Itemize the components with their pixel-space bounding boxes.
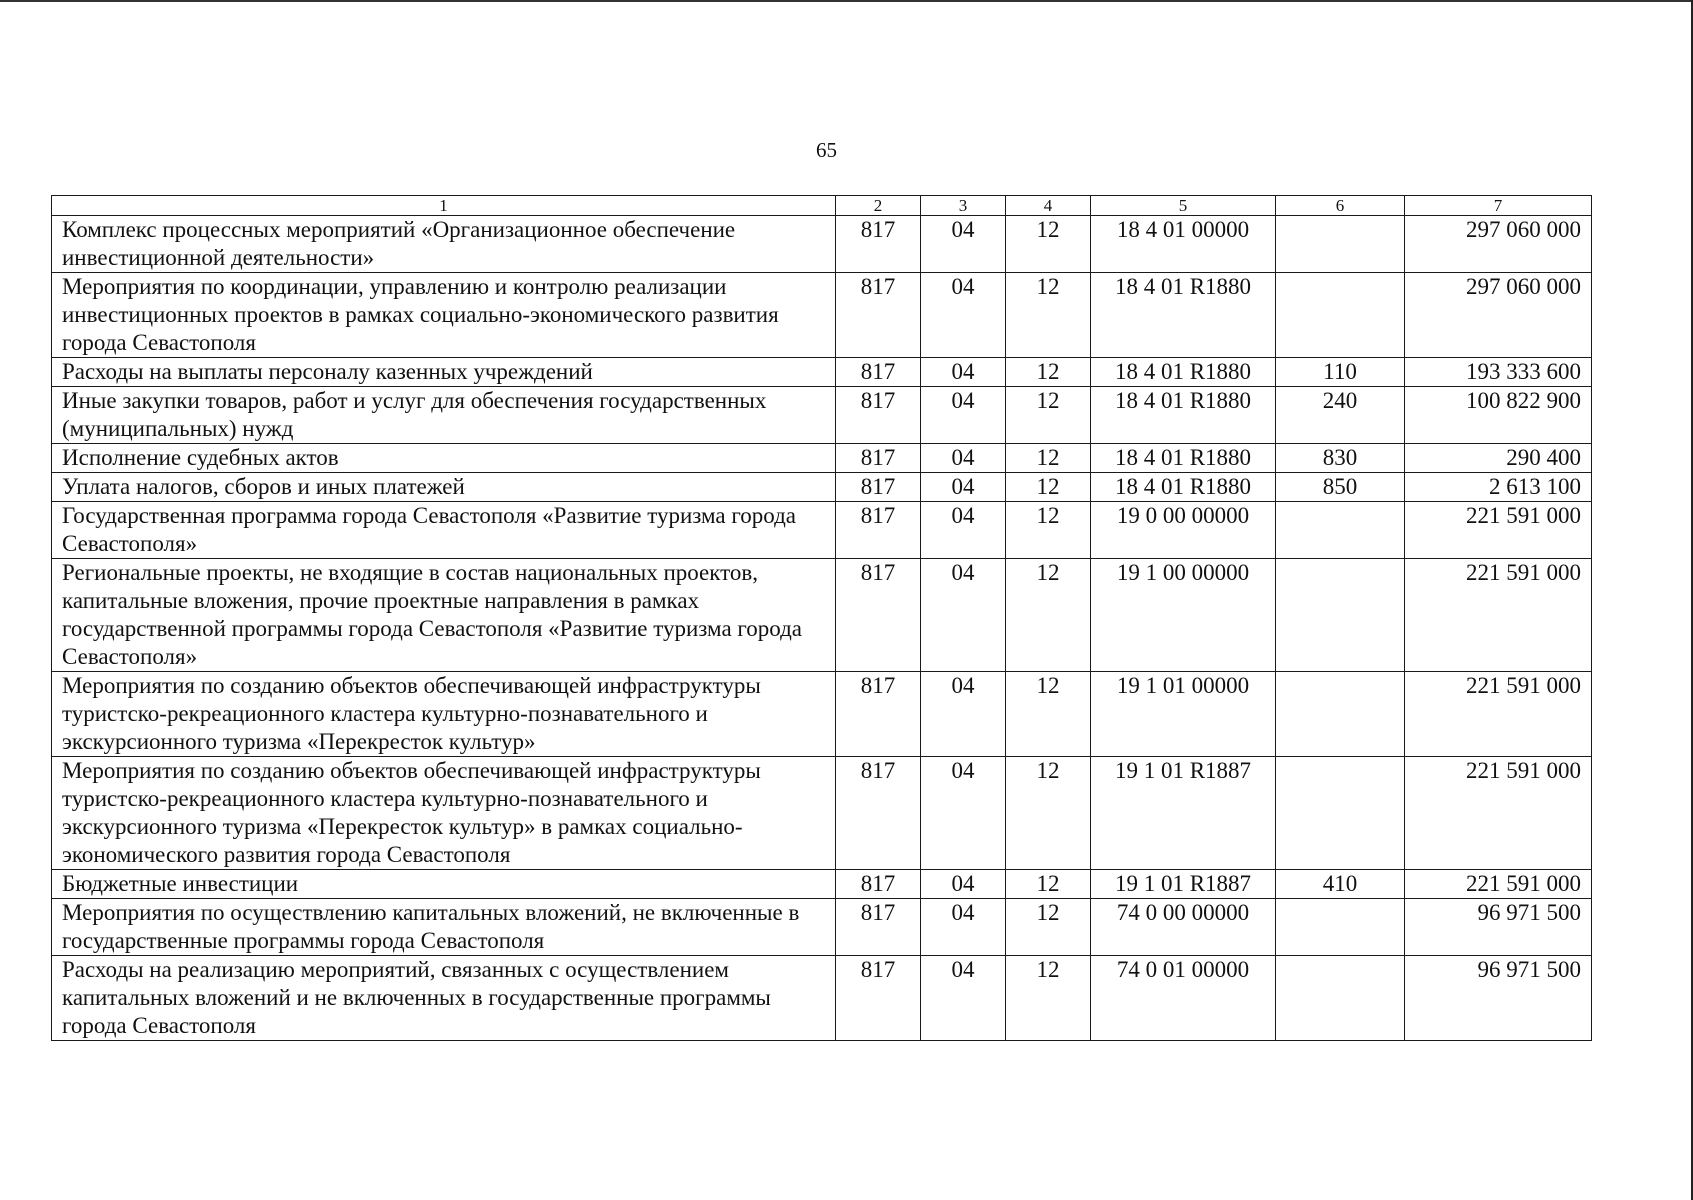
cell-col-6: 830: [1276, 444, 1405, 473]
cell-col-5: 19 1 01 00000: [1091, 672, 1276, 757]
cell-col-7: 221 591 000: [1405, 502, 1592, 559]
cell-name: Комплекс процессных мероприятий «Организационное обеспечение инвестиционной деятельности»: [52, 216, 836, 273]
cell-col-4: 12: [1006, 358, 1091, 387]
table-row: [52, 273, 1592, 358]
cell-name: Мероприятия по координации, управлению и контролю реализации инвестиционных проектов в рамках социально-экономического развития города Севастополя: [52, 273, 836, 358]
budget-table: [51, 195, 1592, 1041]
cell-col-6: 110: [1276, 358, 1405, 387]
cell-col-3: 04: [921, 216, 1006, 273]
cell-col-5: 19 0 00 00000: [1091, 502, 1276, 559]
table-row: [52, 502, 1592, 559]
table-header-row: [52, 196, 1592, 216]
cell-col-5: 19 1 00 00000: [1091, 559, 1276, 672]
cell-col-3: 04: [921, 559, 1006, 672]
table-row: [52, 757, 1592, 870]
table-row: [52, 473, 1592, 502]
cell-col-2: 817: [836, 502, 921, 559]
cell-col-2: 817: [836, 757, 921, 870]
cell-col-2: 817: [836, 444, 921, 473]
cell-col-4: 12: [1006, 757, 1091, 870]
cell-col-3: 04: [921, 870, 1006, 899]
cell-col-4: 12: [1006, 473, 1091, 502]
cell-col-5: 74 0 00 00000: [1091, 899, 1276, 956]
cell-col-2: 817: [836, 672, 921, 757]
cell-col-6: [1276, 216, 1405, 273]
cell-col-5: 19 1 01 R1887: [1091, 757, 1276, 870]
cell-col-3: 04: [921, 444, 1006, 473]
cell-col-3: 04: [921, 358, 1006, 387]
cell-col-3: 04: [921, 502, 1006, 559]
cell-name: Государственная программа города Севастополя «Развитие туризма города Севастополя»: [52, 502, 836, 559]
header-col-6: 6: [1276, 196, 1405, 216]
cell-col-4: 12: [1006, 672, 1091, 757]
cell-col-7: 96 971 500: [1405, 956, 1592, 1041]
cell-col-4: 12: [1006, 899, 1091, 956]
cell-col-4: 12: [1006, 444, 1091, 473]
cell-col-7: 221 591 000: [1405, 559, 1592, 672]
cell-col-5: 18 4 01 R1880: [1091, 273, 1276, 358]
cell-col-2: 817: [836, 956, 921, 1041]
header-col-4: 4: [1006, 196, 1091, 216]
cell-name: Расходы на выплаты персоналу казенных учреждений: [52, 358, 836, 387]
cell-col-4: 12: [1006, 559, 1091, 672]
cell-col-5: 18 4 01 00000: [1091, 216, 1276, 273]
cell-col-7: 100 822 900: [1405, 387, 1592, 444]
cell-col-6: [1276, 899, 1405, 956]
cell-col-7: 2 613 100: [1405, 473, 1592, 502]
cell-name: Мероприятия по осуществлению капитальных вложений, не включенные в государственные программы города Севастополя: [52, 899, 836, 956]
cell-col-7: 96 971 500: [1405, 899, 1592, 956]
cell-col-5: 19 1 01 R1887: [1091, 870, 1276, 899]
cell-col-3: 04: [921, 473, 1006, 502]
cell-col-5: 18 4 01 R1880: [1091, 387, 1276, 444]
cell-col-7: 290 400: [1405, 444, 1592, 473]
cell-col-5: 74 0 01 00000: [1091, 956, 1276, 1041]
cell-name: Региональные проекты, не входящие в состав национальных проектов, капитальные вложения, прочие проектные направления в рамках государственной программы города Севастополя «Развитие туризма города Севастополя»: [52, 559, 836, 672]
cell-col-7: 221 591 000: [1405, 757, 1592, 870]
cell-name: Расходы на реализацию мероприятий, связанных с осуществлением капитальных вложений и не включенных в государственные программы города Севастополя: [52, 956, 836, 1041]
cell-col-7: 297 060 000: [1405, 216, 1592, 273]
table-row: [52, 358, 1592, 387]
cell-col-3: 04: [921, 899, 1006, 956]
header-col-7: 7: [1405, 196, 1592, 216]
cell-name: Мероприятия по созданию объектов обеспечивающей инфраструктуры туристско-рекреационного кластера культурно-познавательного и экскурсионного туризма «Перекресток культур»: [52, 672, 836, 757]
cell-col-4: 12: [1006, 502, 1091, 559]
table-row: [52, 444, 1592, 473]
table-row: [52, 559, 1592, 672]
cell-name: Исполнение судебных актов: [52, 444, 836, 473]
cell-col-4: 12: [1006, 387, 1091, 444]
cell-col-7: 221 591 000: [1405, 870, 1592, 899]
cell-name: Бюджетные инвестиции: [52, 870, 836, 899]
cell-col-2: 817: [836, 870, 921, 899]
cell-col-2: 817: [836, 559, 921, 672]
cell-col-2: 817: [836, 899, 921, 956]
cell-col-2: 817: [836, 216, 921, 273]
table-row: [52, 672, 1592, 757]
cell-name: Уплата налогов, сборов и иных платежей: [52, 473, 836, 502]
cell-col-7: 297 060 000: [1405, 273, 1592, 358]
cell-col-6: [1276, 502, 1405, 559]
cell-col-2: 817: [836, 273, 921, 358]
cell-col-6: 240: [1276, 387, 1405, 444]
table-row: [52, 956, 1592, 1041]
cell-col-2: 817: [836, 358, 921, 387]
cell-col-4: 12: [1006, 216, 1091, 273]
cell-col-6: [1276, 956, 1405, 1041]
table-body: [52, 216, 1592, 1041]
cell-col-6: 410: [1276, 870, 1405, 899]
cell-col-5: 18 4 01 R1880: [1091, 444, 1276, 473]
cell-col-6: [1276, 559, 1405, 672]
table-row: [52, 216, 1592, 273]
cell-col-4: 12: [1006, 956, 1091, 1041]
cell-col-7: 193 333 600: [1405, 358, 1592, 387]
header-col-1: 1: [52, 196, 836, 216]
header-col-5: 5: [1091, 196, 1276, 216]
cell-col-5: 18 4 01 R1880: [1091, 473, 1276, 502]
cell-col-3: 04: [921, 672, 1006, 757]
cell-col-3: 04: [921, 757, 1006, 870]
cell-name: Иные закупки товаров, работ и услуг для обеспечения государственных (муниципальных) нужд: [52, 387, 836, 444]
cell-col-6: [1276, 273, 1405, 358]
header-col-3: 3: [921, 196, 1006, 216]
page-number: 65: [816, 138, 837, 162]
table-row: [52, 387, 1592, 444]
cell-col-6: [1276, 672, 1405, 757]
scan-border-top: [0, 0, 1693, 2]
cell-col-2: 817: [836, 387, 921, 444]
cell-name: Мероприятия по созданию объектов обеспечивающей инфраструктуры туристско-рекреационного кластера культурно-познавательного и экскурсионного туризма «Перекресток культур» в рамках социально-экономического развития города Севастополя: [52, 757, 836, 870]
cell-col-3: 04: [921, 387, 1006, 444]
cell-col-7: 221 591 000: [1405, 672, 1592, 757]
header-col-2: 2: [836, 196, 921, 216]
cell-col-4: 12: [1006, 870, 1091, 899]
cell-col-3: 04: [921, 273, 1006, 358]
table-row: [52, 899, 1592, 956]
cell-col-3: 04: [921, 956, 1006, 1041]
cell-col-2: 817: [836, 473, 921, 502]
cell-col-5: 18 4 01 R1880: [1091, 358, 1276, 387]
cell-col-6: [1276, 757, 1405, 870]
table-row: [52, 870, 1592, 899]
cell-col-6: 850: [1276, 473, 1405, 502]
cell-col-4: 12: [1006, 273, 1091, 358]
